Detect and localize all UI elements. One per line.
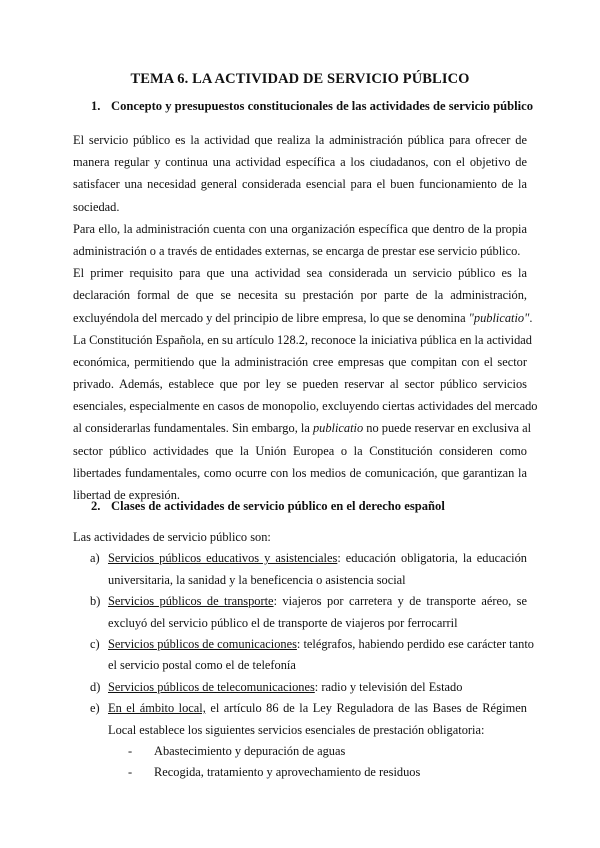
text-run: el artículo 86 de la Ley Reguladora de las Bases de Régimen <box>205 701 527 716</box>
text-run: Local establece los siguientes servicios esenciales de prestación obligatoria: <box>108 722 485 737</box>
section-title: Clases de actividades de servicio público en el derecho español <box>111 499 445 513</box>
underlined-term: Servicios públicos educativos y asistenciales <box>108 551 338 566</box>
text-run: excluyéndola del mercado y del principio de libre empresa, lo que se denomina <box>73 310 469 325</box>
list-item <box>73 591 527 634</box>
text-line <box>73 373 527 395</box>
text-line <box>73 218 527 240</box>
text-line <box>73 395 538 417</box>
text-line <box>73 462 527 484</box>
text-line <box>108 570 527 591</box>
list-marker: a) <box>90 551 100 566</box>
section-title: Concepto y presupuestos constitucionales de las actividades de servicio público <box>111 99 534 113</box>
text-run: manera regular y continua una actividad específica a los ciudadanos, con el objetivo de <box>73 155 527 170</box>
text-run: esenciales, especialmente en casos de monopolio, excluyendo ciertas actividades del mercado <box>73 399 538 414</box>
text-run: económica, permitiendo que la administración cree empresas que compitan con el sector <box>73 354 527 369</box>
document-title: TEMA 6. LA ACTIVIDAD DE SERVICIO PÚBLICO <box>130 71 470 87</box>
sub-list-text: Recogida, tratamiento y aprovechamiento de residuos <box>154 765 421 780</box>
text-run: excluyó del servicio público el de transporte de viajeros por ferrocarril <box>108 615 458 630</box>
list-marker: b) <box>90 594 101 609</box>
section-2-heading <box>91 499 445 514</box>
text-run: : telégrafos, habiendo perdido ese carácter tanto <box>296 636 534 651</box>
list-item <box>73 548 527 591</box>
text-line <box>73 173 527 195</box>
text-line <box>108 698 527 719</box>
list-item <box>73 698 527 741</box>
text-run: satisfacer una necesidad general considerada esencial para el buen funcionamiento de la <box>73 177 527 192</box>
text-run: : viajeros por carretera y de transporte aéreo, se <box>273 594 527 609</box>
text-line <box>73 284 527 306</box>
section-number: 2. <box>91 499 101 513</box>
text-run: declaración formal de que se necesita su prestación por parte de la administración, <box>73 288 527 303</box>
text-line <box>73 129 527 151</box>
section-number: 1. <box>91 99 101 113</box>
text-line <box>108 655 527 676</box>
text-line <box>73 262 527 284</box>
dash-bullet: - <box>128 743 133 758</box>
text-run: La Constitución Española, en su artículo 128.2, reconoce la iniciativa pública en la actividad <box>73 332 532 347</box>
text-line <box>108 634 534 655</box>
text-run: no puede reservar en exclusiva al <box>363 421 532 436</box>
text-run: privado. Además, establece que por ley se pueden reservar al sector público servicios <box>73 377 527 392</box>
text-run: Para ello, la administración cuenta con una organización específica que dentro de la propia <box>73 221 527 236</box>
list-marker: e) <box>90 701 100 716</box>
text-line <box>108 591 527 612</box>
text-run: el servicio postal como el de telefonía <box>108 658 296 673</box>
text-run: al considerarlas fundamentales. Sin embargo, la <box>73 421 313 436</box>
text-line <box>73 351 527 373</box>
dash-bullet: - <box>128 765 133 780</box>
text-line <box>108 613 527 634</box>
text-run: sociedad. <box>73 199 120 214</box>
underlined-term: Servicios públicos de transporte <box>108 594 274 609</box>
text-run: . <box>529 310 533 325</box>
sub-list-item <box>73 762 527 783</box>
text-run: El servicio público es la actividad que realiza la administración pública para ofrecer de <box>73 133 527 147</box>
text-run: El primer requisito para que una actividad sea considerada un servicio público es la <box>73 266 527 281</box>
text-run: administración o a través de entidades externas, se encarga de prestar ese servicio público. <box>73 243 521 258</box>
text-run: sector público actividades que la Unión Europea o la Constitución consideren como <box>73 443 527 458</box>
text-line <box>108 548 527 569</box>
sub-list-text: Abastecimiento y depuración de aguas <box>154 743 346 758</box>
section-1-heading <box>91 99 533 114</box>
text-line <box>73 307 533 329</box>
text-line <box>73 240 527 262</box>
underlined-term: En el ámbito local, <box>108 701 206 716</box>
text-line <box>73 417 532 439</box>
section-2-body <box>73 527 534 784</box>
text-line <box>73 329 532 351</box>
text-run: : radio y televisión del Estado <box>314 679 463 694</box>
text-run: : educación obligatoria, la educación <box>337 551 528 566</box>
list-marker: c) <box>90 636 100 651</box>
text-run: libertades fundamentales, como ocurre con los medios de comunicación, que garantizan la <box>73 465 527 480</box>
italic-term: "publicatio" <box>468 310 530 325</box>
list-item <box>73 677 527 698</box>
list-marker: d) <box>90 679 101 694</box>
text-line <box>73 151 527 173</box>
italic-term: publicatio <box>312 421 364 436</box>
sub-list-item <box>73 741 527 762</box>
list-item <box>73 634 534 677</box>
text-line <box>73 440 527 462</box>
text-line <box>108 677 527 698</box>
text-run: universitaria, la sanidad y la beneficencia o asistencia social <box>108 572 406 587</box>
list-intro: Las actividades de servicio público son: <box>73 530 271 544</box>
text-line <box>73 196 527 218</box>
underlined-term: Servicios públicos de comunicaciones <box>108 636 297 651</box>
underlined-term: Servicios públicos de telecomunicaciones <box>108 679 315 694</box>
text-run: libertad de expresión. <box>73 488 181 502</box>
section-1-body <box>73 129 538 506</box>
text-line <box>108 720 527 741</box>
